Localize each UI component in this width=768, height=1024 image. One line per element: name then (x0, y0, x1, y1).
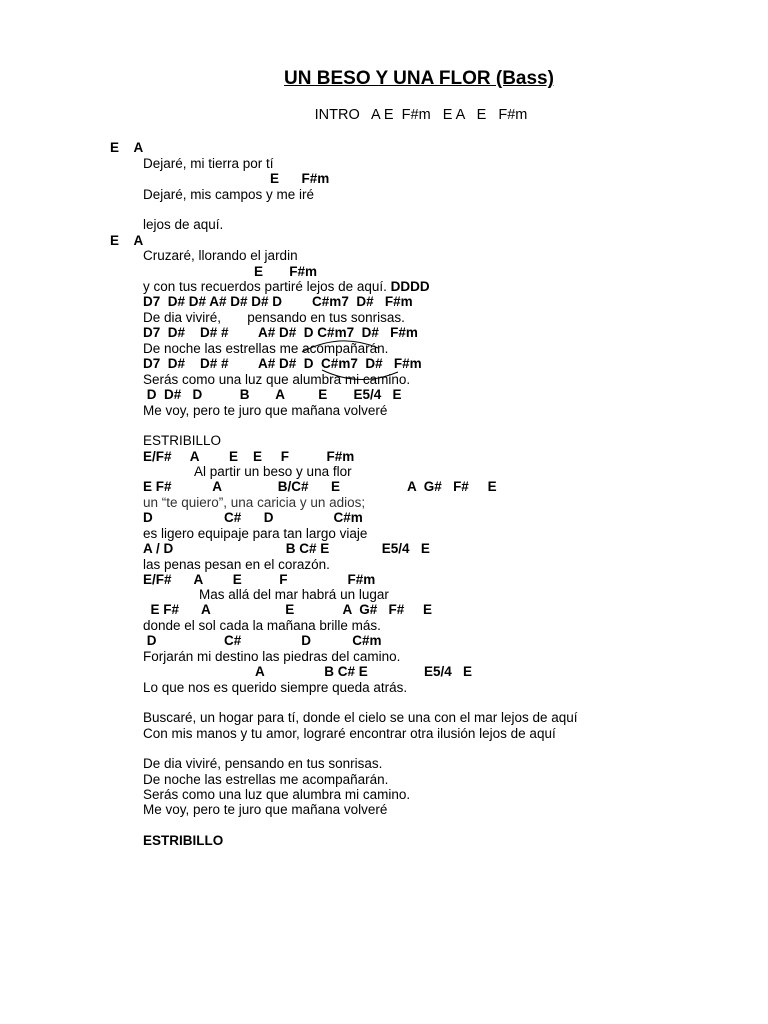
lyric-text: Dejaré, mis campos y me iré (143, 187, 315, 202)
lyric-text: Lo que nos es querido siempre queda atrás. (143, 680, 408, 695)
chord-text: D C# D C#m (143, 633, 382, 648)
chord-line (143, 602, 432, 618)
lyric-text: las penas pesan en el corazón. (143, 557, 330, 572)
lyric-line (143, 710, 578, 726)
chord-text: E F#m (254, 264, 318, 279)
lyric-text: Buscaré, un hogar para tí, donde el cielo se una con el mar lejos de aquí (143, 710, 578, 725)
lyric-line (143, 433, 221, 449)
chord-line (110, 140, 143, 156)
lyric-text: Me voy, pero te juro que mañana volveré (143, 802, 388, 817)
chord-line (143, 572, 375, 588)
lyric-text: Serás como una luz que alumbra mi camino. (143, 372, 411, 387)
lyric-text: De noche las estrellas me acompañarán. (143, 772, 389, 787)
chord-text: E A (110, 140, 144, 155)
lyric-line (143, 248, 298, 264)
chord-text: D D# D B A E E5/4 E (143, 387, 402, 402)
song-title: UN BESO Y UNA FLOR (Bass) (284, 68, 554, 89)
lyric-text: ESTRIBILLO (143, 433, 222, 448)
chord-text: D7 D# D# A# D# D# D C#m7 D# F#m (143, 294, 413, 309)
lyric-text: Cruzaré, llorando el jardin (143, 248, 298, 263)
intro-line: INTRO A E F#m E A E F#m (314, 107, 528, 123)
lyric-line (143, 403, 387, 419)
lyric-text: Al partir un beso y una flor (194, 464, 352, 479)
lyric-text: De noche las estrellas me acompañarán. (143, 341, 389, 356)
chord-text: D C# D C#m (143, 510, 363, 525)
chord-line (143, 541, 430, 557)
lyric-text: donde el sol cada la mañana brille más. (143, 618, 381, 633)
lyric-line (143, 726, 556, 742)
chord-text: D7 D# D# # A# D# D C#m7 D# F#m (143, 356, 422, 371)
lyric-text: un “te quiero”, una caricia y un adios; (143, 495, 366, 510)
chord-line (143, 449, 354, 465)
lyric-text: De dia viviré, pensando en tus sonrisas. (143, 756, 383, 771)
lyric-line (143, 756, 382, 772)
lyric-line (143, 557, 330, 573)
chord-line (110, 233, 143, 249)
chord-line (143, 294, 413, 310)
lyric-text: es ligero equipaje para tan largo viaje (143, 526, 368, 541)
lyric-text: Dejaré, mi tierra por tí (143, 156, 274, 171)
chord-line (143, 325, 418, 341)
chord-text: E/F# A E E F F#m (143, 449, 355, 464)
chord-line (270, 171, 329, 187)
chord-text: A / D B C# E E5/4 E (143, 541, 430, 556)
chord-text: E F# A E A G# F# E (143, 602, 433, 617)
lyric-text: Con mis manos y tu amor, lograré encontrar otra ilusión lejos de aquí (143, 726, 556, 741)
lyric-line (143, 156, 274, 172)
lyric-line (143, 495, 365, 511)
lyric-line (143, 680, 407, 696)
chord-line (254, 264, 317, 280)
lyric-text: Forjarán mi destino las piedras del camino. (143, 649, 401, 664)
chord-text: E F# A B/C# E A G# F# E (143, 479, 497, 494)
lyric-text: Mas allá del mar habrá un lugar (199, 587, 389, 602)
lyric-line (143, 526, 367, 542)
lyric-line (143, 341, 388, 357)
lyric-line (199, 587, 389, 603)
chord-line (143, 510, 363, 526)
lyric-text: y con tus recuerdos partiré lejos de aquí. (143, 279, 391, 294)
lyric-line (143, 802, 387, 818)
chord-text: DDDD (390, 279, 430, 294)
chord-line (143, 387, 402, 403)
lyric-text: Me voy, pero te juro que mañana volveré (143, 403, 388, 418)
lyric-text: De dia viviré, pensando en tus sonrisas. (143, 310, 405, 325)
chord-text: ESTRIBILLO (143, 833, 224, 848)
lyric-line (143, 310, 405, 326)
lyric-line (143, 279, 430, 295)
lyric-line (143, 372, 410, 388)
chord-text: A B C# E E5/4 E (255, 664, 473, 679)
lyric-line (143, 649, 400, 665)
chord-line (143, 833, 223, 849)
lyric-line (143, 787, 410, 803)
chord-text: E/F# A E F F#m (143, 572, 376, 587)
lyric-line (194, 464, 352, 480)
lyric-line (143, 187, 314, 203)
lyric-text: Serás como una luz que alumbra mi camino. (143, 787, 411, 802)
chord-line (143, 479, 497, 495)
lyric-line (143, 217, 223, 233)
lyric-text: lejos de aquí. (143, 217, 224, 232)
chord-line (143, 633, 382, 649)
lyric-line (143, 772, 388, 788)
lyric-line (143, 618, 381, 634)
chord-text: D7 D# D# # A# D# D C#m7 D# F#m (143, 325, 418, 340)
chord-text: E F#m (270, 171, 330, 186)
chord-line (255, 664, 472, 680)
chord-line (143, 356, 422, 372)
chord-text: E A (110, 233, 144, 248)
